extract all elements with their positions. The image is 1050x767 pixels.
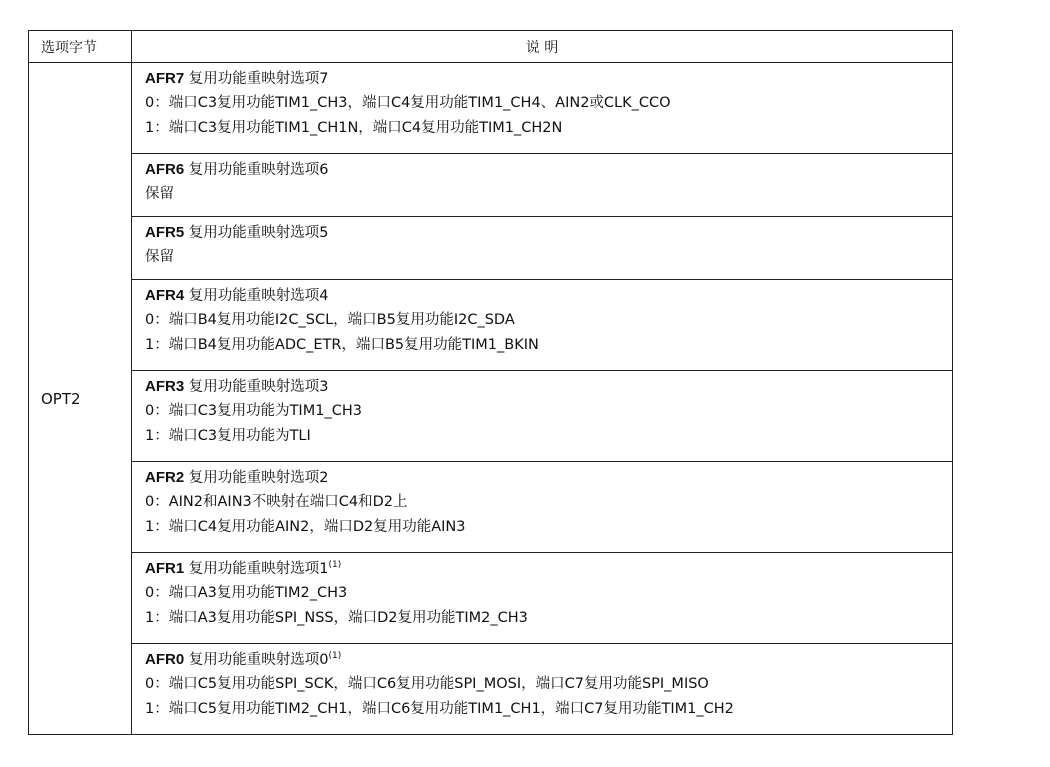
description-cell xyxy=(132,217,953,280)
table-row xyxy=(29,63,953,154)
table-row xyxy=(29,462,953,553)
table-row xyxy=(29,280,953,371)
option-value-line: 1：端口C4复用功能AIN2，端口D2复用功能AIN3 xyxy=(145,519,466,535)
table-row xyxy=(29,217,953,280)
option-value-line: 0：端口A3复用功能TIM2_CH3 xyxy=(145,585,348,601)
option-byte-table xyxy=(28,30,953,735)
table-body xyxy=(29,63,953,735)
option-value-line: 0：端口B4复用功能I2C_SCL，端口B5复用功能I2C_SDA xyxy=(145,312,515,328)
description-cell xyxy=(132,553,953,644)
option-value-line: 保留 xyxy=(145,186,174,202)
afr-title-line xyxy=(145,283,952,308)
description-cell xyxy=(132,462,953,553)
option-value-line: 1：端口C3复用功能为TLI xyxy=(145,428,311,444)
footnote-marker: (1) xyxy=(328,560,342,570)
afr-title-line xyxy=(145,556,952,581)
afr-register-name: AFR2 xyxy=(145,469,185,486)
afr-title-text: 复用功能重映射选项6 xyxy=(184,162,329,178)
description-cell xyxy=(132,280,953,371)
afr-title-text: 复用功能重映射选项4 xyxy=(184,288,329,304)
option-value-line: 1：端口C3复用功能TIM1_CH1N，端口C4复用功能TIM1_CH2N xyxy=(145,120,563,136)
option-value-line: 1：端口B4复用功能ADC_ETR，端口B5复用功能TIM1_BKIN xyxy=(145,337,539,353)
afr-title-text: 复用功能重映射选项3 xyxy=(184,379,329,395)
description-cell xyxy=(132,63,953,154)
afr-title-text: 复用功能重映射选项0 xyxy=(184,652,329,668)
table-row xyxy=(29,644,953,735)
description-cell xyxy=(132,371,953,462)
afr-title-line xyxy=(145,220,952,245)
option-value-line: 1：端口C5复用功能TIM2_CH1，端口C6复用功能TIM1_CH1，端口C7复用功能TIM1_CH2 xyxy=(145,701,734,717)
description-cell xyxy=(132,644,953,735)
option-value-line: 0：端口C3复用功能为TIM1_CH3 xyxy=(145,403,362,419)
option-value-line: 0：端口C5复用功能SPI_SCK，端口C6复用功能SPI_MOSI，端口C7复用功能SPI_MISO xyxy=(145,676,709,692)
afr-title-line xyxy=(145,157,952,182)
option-value-line: 保留 xyxy=(145,249,174,265)
afr-title-text: 复用功能重映射选项7 xyxy=(184,71,329,87)
afr-register-name: AFR1 xyxy=(145,560,185,577)
table-row xyxy=(29,154,953,217)
afr-title-text: 复用功能重映射选项5 xyxy=(184,225,329,241)
table-row xyxy=(29,371,953,462)
afr-title-text: 复用功能重映射选项1 xyxy=(184,561,329,577)
description-cell xyxy=(132,154,953,217)
afr-register-name: AFR7 xyxy=(145,70,185,87)
header-description: 说 明 xyxy=(132,31,953,63)
afr-title-line xyxy=(145,374,952,399)
afr-register-name: AFR0 xyxy=(145,651,185,668)
footnote-marker: (1) xyxy=(328,651,342,661)
afr-register-name: AFR5 xyxy=(145,224,185,241)
afr-title-line xyxy=(145,647,952,672)
option-byte-name: OPT2 xyxy=(29,63,132,735)
afr-title-line xyxy=(145,465,952,490)
afr-title-text: 复用功能重映射选项2 xyxy=(184,470,329,486)
table-header-row xyxy=(29,31,953,63)
afr-register-name: AFR6 xyxy=(145,161,185,178)
header-option-byte: 选项字节 xyxy=(29,31,132,63)
afr-register-name: AFR3 xyxy=(145,378,185,395)
option-value-line: 0：端口C3复用功能TIM1_CH3，端口C4复用功能TIM1_CH4、AIN2或CLK_CCO xyxy=(145,95,671,111)
option-value-line: 0：AIN2和AIN3不映射在端口C4和D2上 xyxy=(145,494,408,510)
afr-title-line xyxy=(145,66,952,91)
table-row xyxy=(29,553,953,644)
afr-register-name: AFR4 xyxy=(145,287,185,304)
option-value-line: 1：端口A3复用功能SPI_NSS，端口D2复用功能TIM2_CH3 xyxy=(145,610,528,626)
